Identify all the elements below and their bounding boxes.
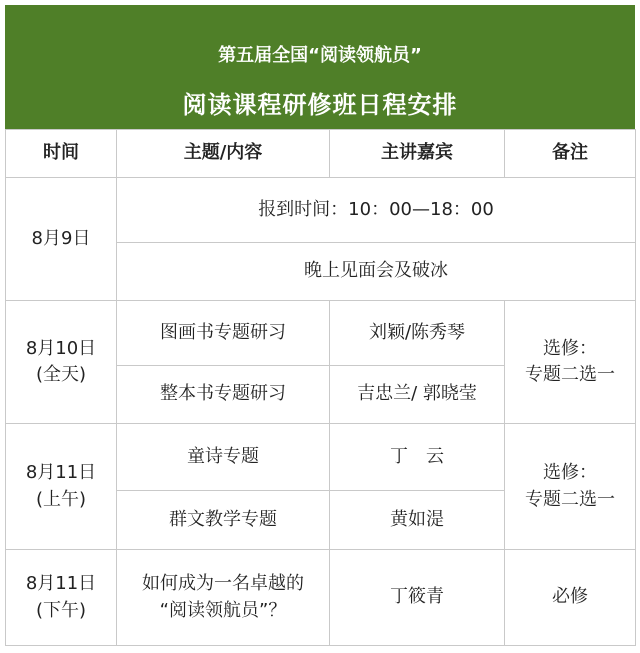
period-text: (全天) [35, 364, 87, 385]
speaker-cell: 吉忠兰/ 郭晓莹 [330, 366, 505, 424]
speaker-cell: 刘颖/陈秀琴 [330, 301, 505, 366]
date-text: 8月11日 [25, 573, 97, 595]
period-text: (上午) [35, 488, 87, 510]
note-cell: 必修 [505, 550, 636, 646]
date-cell [6, 178, 117, 301]
topic-cell: 童诗专题 [117, 424, 330, 491]
title-banner [5, 5, 635, 129]
banner-subtitle: 第五届全国“阅读领航员” [218, 45, 422, 66]
table-row [6, 301, 636, 366]
date-cell [6, 301, 117, 424]
note-text: 选修： [543, 462, 597, 484]
speaker-cell: 黄如湜 [330, 491, 505, 550]
note-text: 专题二选一 [525, 488, 615, 510]
note-text: 选修： [543, 337, 597, 359]
banner-title: 阅读课程研修班日程安排 [182, 91, 458, 119]
date-text: 8月10日 [25, 337, 97, 359]
table-row [6, 178, 636, 243]
col-header-topic: 主题/内容 [117, 130, 330, 178]
col-header-time: 时间 [6, 130, 117, 178]
note-text: 专题二选一 [525, 364, 615, 385]
table-row [6, 424, 636, 491]
date-text: 8月11日 [25, 462, 97, 484]
date-cell [6, 424, 117, 550]
note-cell [505, 424, 636, 550]
speaker-cell: 丁筱青 [330, 550, 505, 646]
header-row [6, 130, 636, 178]
topic-cell: 图画书专题研习 [117, 301, 330, 366]
note-cell [505, 301, 636, 424]
topic-cell: 群文教学专题 [117, 491, 330, 550]
col-header-speaker: 主讲嘉宾 [330, 130, 505, 178]
topic-text: 如何成为一名卓越的 [142, 573, 304, 595]
period-text: (下午) [35, 599, 87, 621]
topic-cell: 整本书专题研习 [117, 366, 330, 424]
col-header-note: 备注 [505, 130, 636, 178]
topic-cell [117, 550, 330, 646]
speaker-cell: 丁 云 [330, 424, 505, 491]
table-row [6, 550, 636, 646]
topic-text: “阅读领航员”？ [159, 599, 287, 621]
schedule-table [5, 129, 636, 646]
date-cell [6, 550, 117, 646]
date-text: 8月9日 [31, 227, 91, 249]
evening-event-cell: 晚上见面会及破冰 [117, 243, 636, 301]
registration-cell: 报到时间：10：00—18：00 [117, 178, 636, 243]
